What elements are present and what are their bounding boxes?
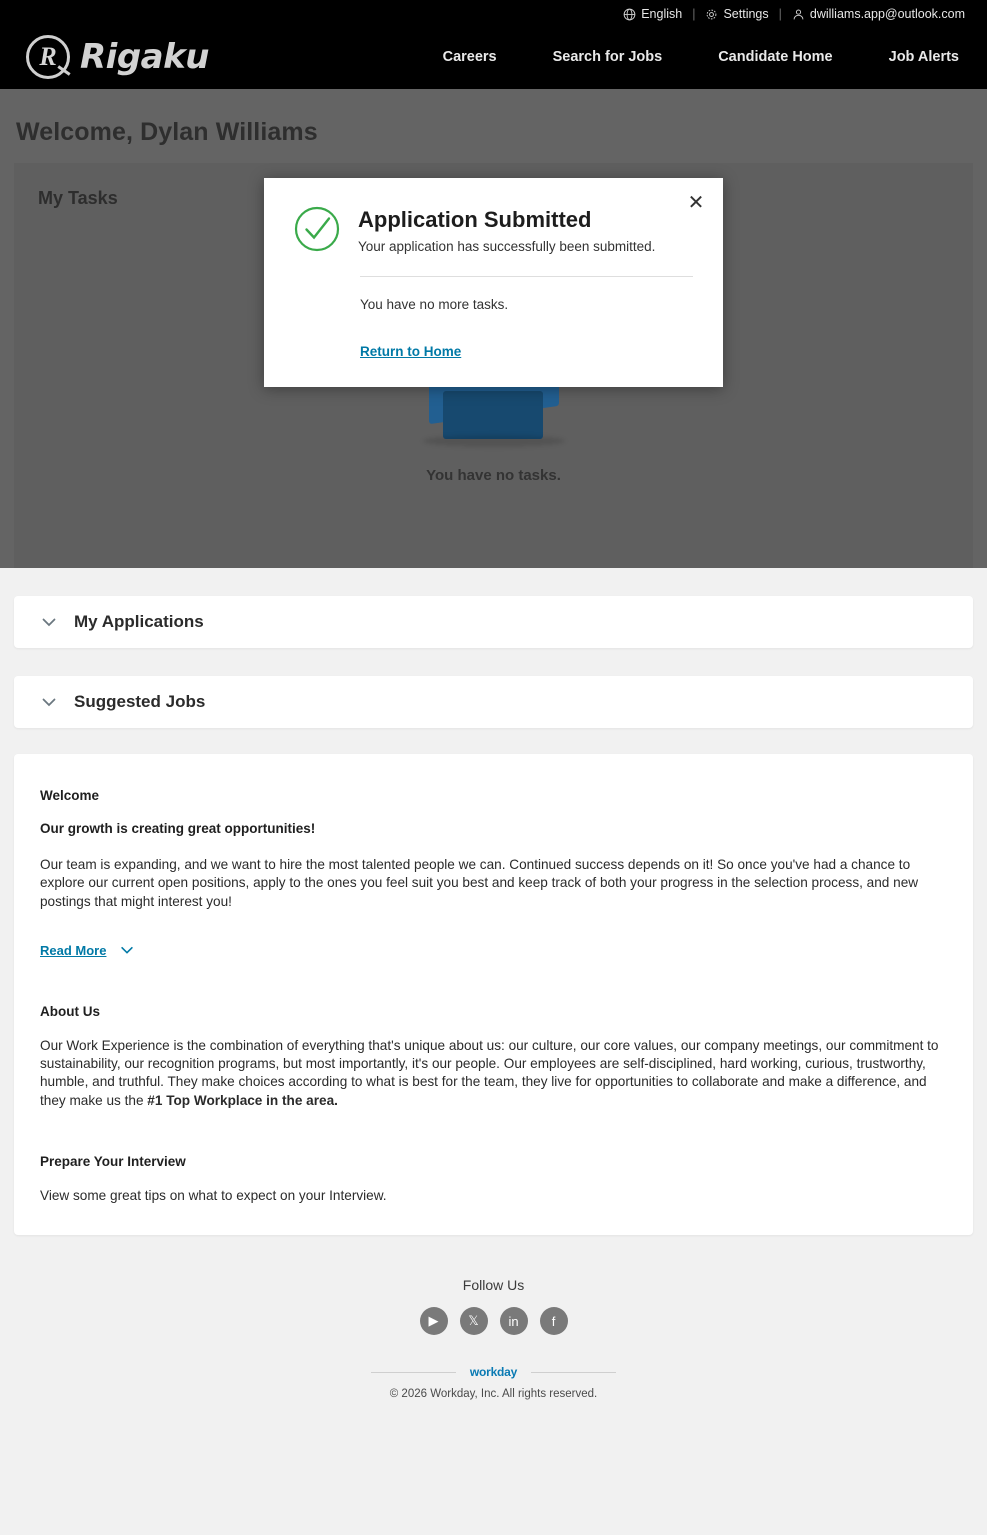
prepare-interview-body: View some great tips on what to expect on your Interview.: [40, 1187, 387, 1203]
about-us-heading: About Us: [40, 1003, 100, 1019]
follow-us-label: Follow Us: [462, 1277, 525, 1294]
return-to-home-link[interactable]: Return to Home: [360, 344, 462, 359]
brand-row: [0, 28, 987, 86]
account-menu[interactable]: [792, 7, 965, 21]
nav-item-careers[interactable]: Careers: [442, 49, 497, 65]
utility-nav: [0, 0, 987, 28]
language-label: English: [641, 7, 683, 21]
logo-wordmark: Rigaku: [80, 37, 209, 77]
copyright-text: © 2026 Workday, Inc. All rights reserved.: [389, 1388, 598, 1401]
chevron-down-icon: [118, 941, 136, 959]
x-twitter-icon[interactable]: 𝕏: [460, 1307, 488, 1335]
utility-separator-1: |: [692, 7, 696, 21]
nav-item-search-for-jobs[interactable]: Search for Jobs: [552, 49, 663, 65]
section-label: My Applications: [74, 612, 204, 631]
modal-header: [294, 202, 693, 254]
section-label: Suggested Jobs: [74, 692, 206, 711]
my-tasks-heading: My Tasks: [38, 188, 118, 208]
workday-logo: workday: [469, 1365, 518, 1380]
application-submitted-modal: [264, 178, 723, 387]
read-more-label: Read More: [40, 942, 107, 958]
utility-separator-2: |: [778, 7, 782, 21]
about-us-body-emphasis: #1 Top Workplace in the area.: [147, 1092, 338, 1108]
my-tasks-empty-text: You have no tasks.: [426, 467, 561, 484]
social-links: [0, 1307, 987, 1335]
account-email: dwilliams.app@outlook.com: [809, 7, 965, 21]
settings-label: Settings: [723, 7, 769, 21]
main-nav: [443, 49, 965, 65]
modal-note: You have no more tasks.: [360, 297, 509, 312]
workday-attribution: [0, 1365, 987, 1379]
nav-item-candidate-home[interactable]: Candidate Home: [718, 49, 833, 65]
settings-link[interactable]: [705, 7, 768, 21]
gear-icon: [705, 8, 718, 21]
page-body: [0, 596, 987, 1235]
logo[interactable]: [26, 35, 209, 79]
logo-mark-icon: R: [26, 35, 70, 79]
prepare-interview-heading: Prepare Your Interview: [40, 1153, 186, 1169]
language-selector[interactable]: [623, 7, 682, 21]
modal-subtitle: Your application has successfully been submitted.: [358, 239, 656, 254]
modal-title: Application Submitted: [358, 207, 592, 232]
site-footer: [0, 1235, 987, 1420]
youtube-icon[interactable]: ▶: [420, 1307, 448, 1335]
welcome-lead: Our growth is creating great opportunities!: [40, 821, 316, 836]
about-us-body: [40, 1037, 947, 1110]
site-header: [0, 0, 987, 89]
section-suggested-jobs[interactable]: [14, 676, 973, 728]
chevron-down-icon: [40, 693, 58, 711]
nav-item-job-alerts[interactable]: Job Alerts: [888, 49, 959, 65]
about-us-body-text: Our Work Experience is the combination of everything that's unique about us: our culture, our core values, our company meetings, our commitment to sustainability, our recognition programs, but most importantly, it's our people. Our employees are self-disciplined, hard working, curious, trustworthy, humble, and truthful. They make choices according to what is best for the team, they live for opportunities to collaborate and make a difference, and they make us the: [40, 1037, 939, 1108]
facebook-icon[interactable]: f: [540, 1307, 568, 1335]
info-card: [14, 754, 973, 1235]
close-icon[interactable]: ✕: [687, 190, 705, 214]
read-more-button[interactable]: [40, 941, 136, 959]
chevron-down-icon: [40, 613, 58, 631]
section-my-applications[interactable]: [14, 596, 973, 648]
page-title: Welcome, Dylan Williams: [16, 118, 318, 146]
linkedin-icon[interactable]: in: [500, 1307, 528, 1335]
divider-right: [531, 1372, 616, 1373]
person-icon: [792, 8, 805, 21]
welcome-body: Our team is expanding, and we want to hire the most talented people we can. Continued success depends on it! So once you've had a chance to explore our current open positions, apply to the ones you feel suit you best and keep track of both your progress in the selection process, and new postings that might interest you!: [40, 857, 919, 909]
globe-icon: [623, 8, 636, 21]
welcome-heading: Welcome: [40, 788, 100, 803]
success-check-icon: [294, 206, 340, 252]
divider-left: [371, 1372, 456, 1373]
